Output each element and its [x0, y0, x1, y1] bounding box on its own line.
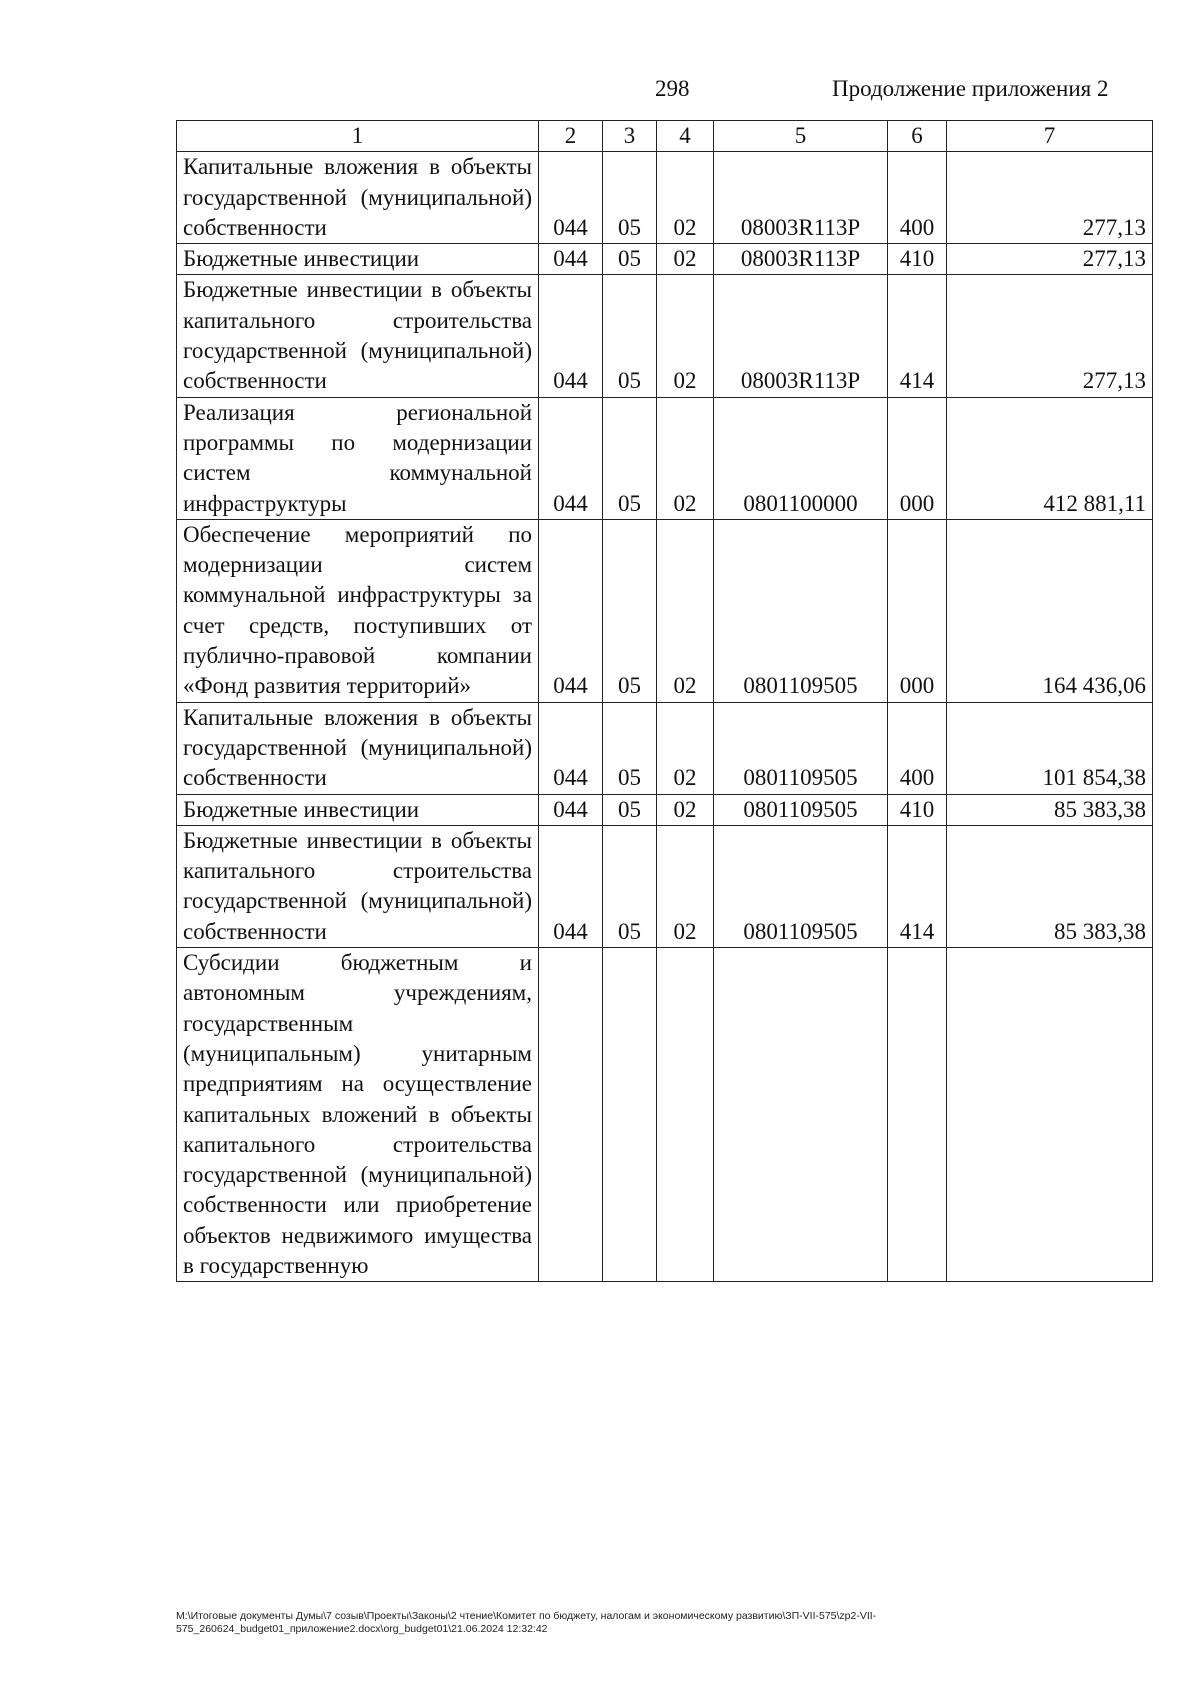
- row-cell-col4: 02: [657, 244, 714, 275]
- row-cell-col5: 0801109505: [714, 519, 888, 702]
- row-cell-col4: 02: [657, 825, 714, 947]
- row-cell-col4: 02: [657, 794, 714, 825]
- row-cell-col5: 08003R113P: [714, 275, 888, 397]
- row-cell-col5: 0801109505: [714, 794, 888, 825]
- row-cell-col6: 410: [888, 244, 947, 275]
- row-cell-col4: 02: [657, 702, 714, 794]
- row-cell-col7: 85 383,38: [947, 794, 1153, 825]
- row-description: Капитальные вложения в объекты государственной (муниципальной) собственности: [177, 702, 539, 794]
- row-cell-col6: 410: [888, 794, 947, 825]
- row-cell-col5: [714, 948, 888, 1282]
- row-cell-col7: 277,13: [947, 244, 1153, 275]
- row-cell-col2: 044: [539, 519, 603, 702]
- table-row: [177, 152, 1153, 244]
- row-cell-col2: 044: [539, 825, 603, 947]
- table-header-row: [177, 121, 1153, 152]
- row-description: Обеспечение мероприятий по модернизации систем коммунальной инфраструктуры за счет средств, поступивших от публично-правовой компании «Фонд развития территорий»: [177, 519, 539, 702]
- row-cell-col7: 85 383,38: [947, 825, 1153, 947]
- row-cell-col2: 044: [539, 397, 603, 519]
- row-cell-col7: 277,13: [947, 275, 1153, 397]
- row-cell-col4: 02: [657, 152, 714, 244]
- row-cell-col3: 05: [603, 397, 657, 519]
- row-cell-col4: 02: [657, 397, 714, 519]
- row-cell-col5: 0801100000: [714, 397, 888, 519]
- file-path-footer: М:\Итоговые документы Думы\7 созыв\Проекты\Законы\2 чтение\Комитет по бюджету, налогам и экономическому развитию\ЗП-VII-575\zp2-VII-575_260624_budget01_приложение2.docx\org_budget01\21.06.2024 12:32:42: [176, 1610, 877, 1635]
- row-cell-col2: 044: [539, 702, 603, 794]
- row-cell-col4: 02: [657, 275, 714, 397]
- row-cell-col5: 08003R113P: [714, 244, 888, 275]
- budget-table: [176, 120, 1153, 1282]
- row-cell-col6: 000: [888, 519, 947, 702]
- page-number: 298: [655, 76, 690, 101]
- row-description: Бюджетные инвестиции: [177, 794, 539, 825]
- row-cell-col4: [657, 948, 714, 1282]
- table-row: [177, 275, 1153, 397]
- row-cell-col7: 412 881,11: [947, 397, 1153, 519]
- row-cell-col2: 044: [539, 152, 603, 244]
- column-header: 6: [888, 121, 947, 152]
- row-cell-col2: 044: [539, 275, 603, 397]
- table-row: [177, 825, 1153, 947]
- column-header: 4: [657, 121, 714, 152]
- row-cell-col6: [888, 948, 947, 1282]
- row-cell-col4: 02: [657, 519, 714, 702]
- row-description: Субсидии бюджетным и автономным учреждениям, государственным (муниципальным) унитарным предприятиям на осуществление капитальных вложений в объекты капитального строительства государственной (муниципальной) собственности или приобретение объектов недвижимого имущества в государственную: [177, 948, 539, 1282]
- row-cell-col5: 08003R113P: [714, 152, 888, 244]
- table-row: [177, 519, 1153, 702]
- row-cell-col3: 05: [603, 702, 657, 794]
- column-header: 3: [603, 121, 657, 152]
- column-header: 1: [177, 121, 539, 152]
- row-cell-col7: [947, 948, 1153, 1282]
- row-cell-col6: 400: [888, 152, 947, 244]
- row-cell-col5: 0801109505: [714, 825, 888, 947]
- table-row: [177, 702, 1153, 794]
- row-cell-col3: 05: [603, 794, 657, 825]
- row-description: Бюджетные инвестиции в объекты капитального строительства государственной (муниципальной) собственности: [177, 825, 539, 947]
- row-cell-col3: 05: [603, 825, 657, 947]
- row-description: Реализация региональной программы по модернизации систем коммунальной инфраструктуры: [177, 397, 539, 519]
- row-cell-col5: 0801109505: [714, 702, 888, 794]
- row-cell-col6: 414: [888, 275, 947, 397]
- row-cell-col3: 05: [603, 244, 657, 275]
- column-header: 2: [539, 121, 603, 152]
- row-cell-col7: 101 854,38: [947, 702, 1153, 794]
- row-description: Бюджетные инвестиции: [177, 244, 539, 275]
- row-cell-col2: 044: [539, 244, 603, 275]
- row-cell-col6: 400: [888, 702, 947, 794]
- row-cell-col2: [539, 948, 603, 1282]
- row-cell-col7: 277,13: [947, 152, 1153, 244]
- row-cell-col3: 05: [603, 519, 657, 702]
- table-row: [177, 397, 1153, 519]
- row-cell-col6: 000: [888, 397, 947, 519]
- row-cell-col6: 414: [888, 825, 947, 947]
- row-description: Капитальные вложения в объекты государственной (муниципальной) собственности: [177, 152, 539, 244]
- continuation-title: Продолжение приложения 2: [832, 76, 1109, 101]
- table-body: [177, 152, 1153, 1282]
- table-row: [177, 794, 1153, 825]
- row-cell-col3: 05: [603, 152, 657, 244]
- row-cell-col7: 164 436,06: [947, 519, 1153, 702]
- row-description: Бюджетные инвестиции в объекты капитального строительства государственной (муниципальной) собственности: [177, 275, 539, 397]
- table-row: [177, 948, 1153, 1282]
- row-cell-col3: 05: [603, 275, 657, 397]
- table-row: [177, 244, 1153, 275]
- column-header: 5: [714, 121, 888, 152]
- column-header: 7: [947, 121, 1153, 152]
- row-cell-col2: 044: [539, 794, 603, 825]
- row-cell-col3: [603, 948, 657, 1282]
